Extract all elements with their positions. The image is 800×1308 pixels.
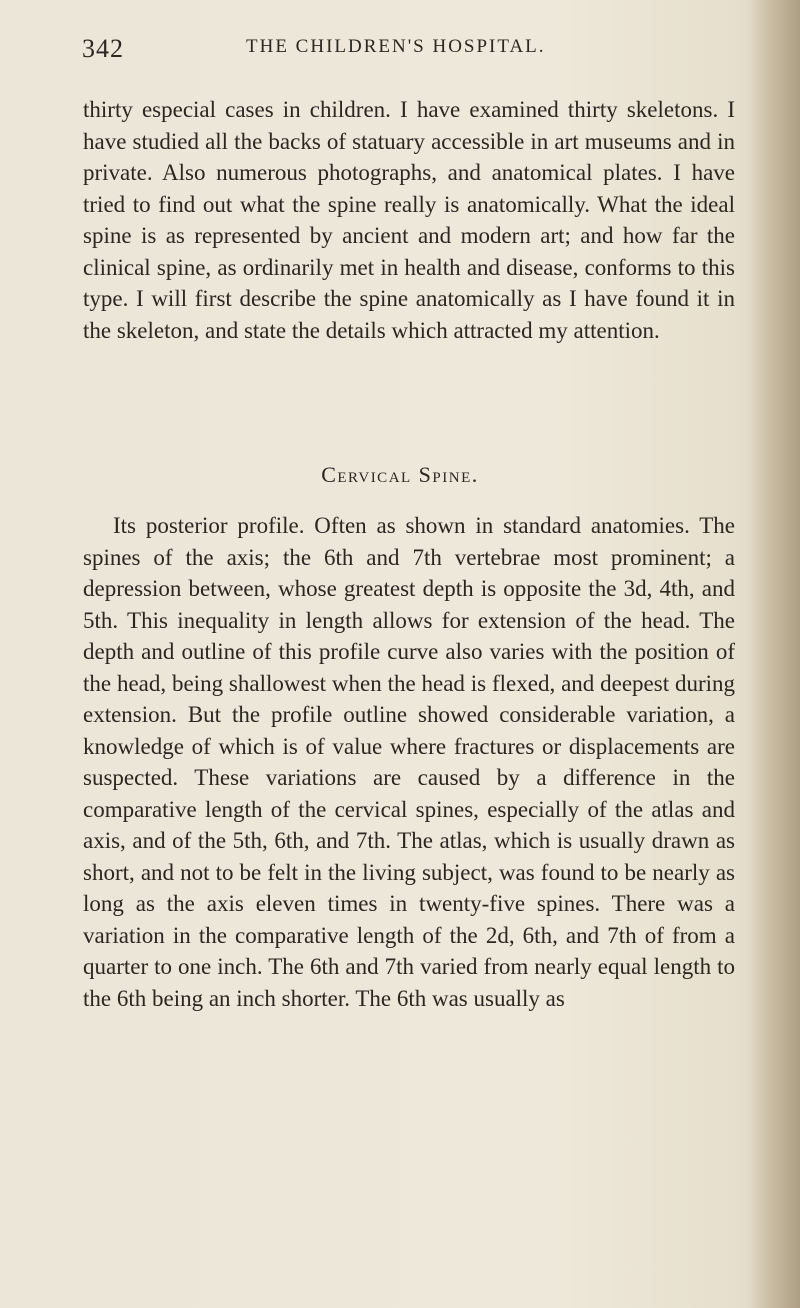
page-edge-shadow — [748, 0, 800, 1308]
running-head: THE CHILDREN'S HOSPITAL. — [246, 36, 546, 57]
section-heading: Cervical Spine. — [321, 462, 479, 487]
page-number: 342 — [82, 34, 124, 63]
page-header — [0, 34, 800, 64]
paragraph-cervical-spine: Its posterior profile. Often as shown in standard anatomies. The spines of the axis; the 6th and 7th vertebrae most prominent; a depression between, whose greatest depth is opposite the 3d, 4th, and 5th. This inequality in length allows for extension of the head. The depth and outline of this profile curve also varies with the position of the head, being shallowest when the head is flexed, and deepest during extension. But the profile outline showed considerable variation, a knowledge of which is of value where fractures or displacements are suspected. These variations are caused by a difference in the comparative length of the cervical spines, especially of the atlas and axis, and of the 5th, 6th, and 7th. The atlas, which is usually drawn as short, and not to be felt in the living subject, was found to be nearly as long as the axis eleven times in twenty-five spines. There was a variation in the comparative length of the 2d, 6th, and 7th of from a quarter to one inch. The 6th and 7th varied from nearly equal length to the 6th being an inch shorter. The 6th was usually as — [83, 513, 735, 1011]
paragraph-intro: thirty especial cases in children. I have examined thirty skeletons. I have studied all the backs of statuary accessible in art museums and in private. Also numerous photographs, and anatomical plates. I have tried to find out what the spine really is anatomically. What the ideal spine is as represented by ancient and modern art; and how far the clinical spine, as ordinarily met in health and disease, conforms to this type. I will first describe the spine anatomically as I have found it in the skeleton, and state the details which attracted my attention. — [83, 97, 735, 343]
